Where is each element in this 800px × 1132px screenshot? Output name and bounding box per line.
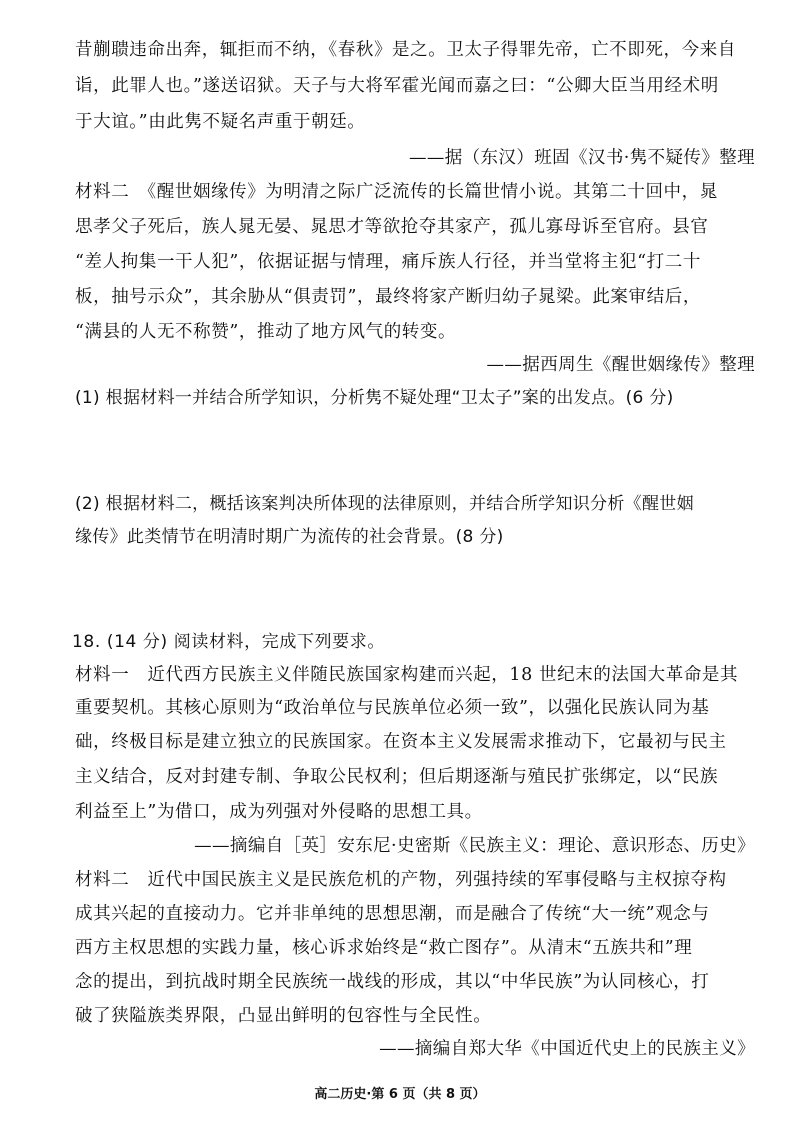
q18-material-two-source: ——摘编自郑大华《中国近代史上的民族主义》 <box>379 1039 755 1059</box>
material-two-text-line: 板，抽号示众”，其余胁从“俱责罚”，最终将家产断归幼子晁梁。此案审结后， <box>75 287 701 307</box>
material-two-text-line: 思孝父子死后，族人晁无晏、晁思才等欲抢夺其家产，孤儿寡母诉至官府。县官 <box>75 217 709 237</box>
q18-material-two-line: 西方主权思想的实践力量，核心诉求始终是“救亡图存”。从清末“五族共和”理 <box>75 938 693 958</box>
question-17-1: (1) 根据材料一并结合所学知识，分析隽不疑处理“卫太子”案的出发点。(6 分) <box>75 388 674 408</box>
q18-material-two-line: 破了狭隘族类界限，凸显出鲜明的包容性与全民性。 <box>75 1006 492 1026</box>
material-two-text-line: “满县的人无不称赞”，推动了地方风气的转变。 <box>75 322 457 342</box>
material-two-text-line: “差人拘集一干人犯”，依据证据与情理，痛斥族人行径，并当堂将主犯“打二十 <box>75 252 701 272</box>
q18-material-one-source: ——摘编自［英］安东尼·史密斯《民族主义：理论、意识形态、历史》 <box>194 836 755 856</box>
material-two-text-line: 材料二 《醒世姻缘传》为明清之际广泛流传的长篇世情小说。其第二十回中，晁 <box>75 182 718 202</box>
material-two-source: ——据西周生《醒世姻缘传》整理 <box>486 355 755 375</box>
question-17-2-line: (2) 根据材料二，概括该案判决所体现的法律原则，并结合所学知识分析《醒世姻 <box>75 494 694 514</box>
q18-material-one-line: 础，终极目标是建立独立的民族国家。在资本主义发展需求推动下，它最初与民主 <box>75 732 727 752</box>
q18-material-one-line: 材料一 近代西方民族主义伴随民族国家构建而兴起，18 世纪末的法国大革命是其 <box>75 665 739 685</box>
page-footer: 高二历史·第 6 页（共 8 页） <box>314 1087 486 1102</box>
q18-material-one-line: 重要契机。其核心原则为“政治单位与民族单位必须一致”，以强化民族认同为基 <box>75 698 710 718</box>
q18-material-one-line: 利益至上”为借口，成为列强对外侵略的思想工具。 <box>75 802 483 822</box>
question-18-header: 18. (14 分) 阅读材料，完成下列要求。 <box>72 632 385 652</box>
q18-material-two-line: 念的提出，到抗战时期全民族统一战线的形成，其以“中华民族”为认同核心，打 <box>75 972 710 992</box>
material-one-text-line: 诣，此罪人也。”遂送诏狱。天子与大将军霍光闻而嘉之曰：“公卿大臣当用经术明 <box>75 76 719 96</box>
material-one-text-line: 昔蒯聩违命出奔，辄拒而不纳，《春秋》是之。卫太子得罪先帝，亡不即死，今来自 <box>75 40 736 60</box>
q18-material-one-line: 主义结合，反对封建专制、争取公民权利；但后期逐渐与殖民扩张绑定，以“民族 <box>75 767 719 787</box>
material-one-source: ——据（东汉）班固《汉书·隽不疑传》整理 <box>408 148 755 168</box>
q18-material-two-line: 材料二 近代中国民族主义是民族危机的产物，列强持续的军事侵略与主权掠夺构 <box>75 870 727 890</box>
q18-material-two-line: 成其兴起的直接动力。它并非单纯的思想思潮，而是融合了传统“大一统”观念与 <box>75 904 710 924</box>
question-17-2-line: 缘传》此类情节在明清时期广为流传的社会背景。(8 分) <box>75 527 504 547</box>
material-one-text-line: 于大谊。”由此隽不疑名声重于朝廷。 <box>75 112 366 132</box>
